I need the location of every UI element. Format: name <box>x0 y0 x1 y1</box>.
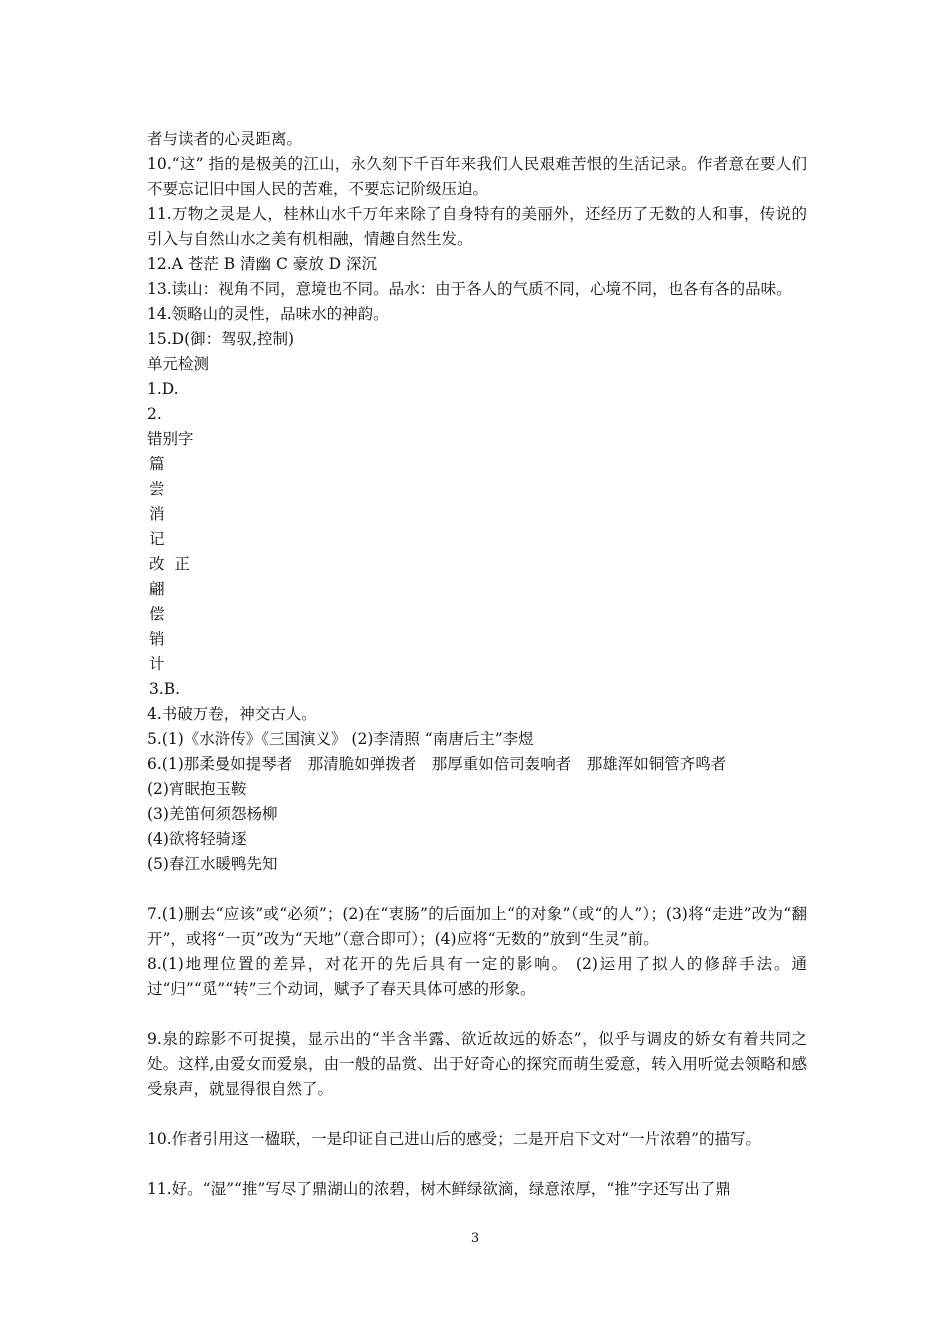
answer-12: 12.A 苍茫 B 清幽 C 豪放 D 深沉 <box>147 255 378 273</box>
unit-answer-2: 2. <box>147 405 162 423</box>
unit-answer-6-5: (5)春江水暖鸭先知 <box>147 855 278 873</box>
blank-line <box>147 877 807 902</box>
table-header-wrong-char: 错别字 <box>147 430 194 448</box>
table-cell: 偿 <box>149 605 165 623</box>
unit-answer-6-2: (2)宵眠抱玉鞍 <box>147 780 247 798</box>
table-cell: 消 <box>149 505 165 523</box>
unit-answer-8: 8.(1)地理位置的差异，对花开的先后具有一定的影响。 (2)运用了拟人的修辞手法。通过“归”“觅”“转”三个动词，赋予了春天具体可感的形象。 <box>147 955 807 998</box>
blank-line <box>147 1102 807 1127</box>
unit-answer-9: 9.泉的踪影不可捉摸，显示出的“半含半露、欲近故远的娇态”，似乎与调皮的娇女有着共同之处。这样,由爱女而爱泉，由一般的品赏、出于好奇心的探究而萌生爱意，转入用听觉去领略和感受泉声，就显得很自然了。 <box>147 1030 807 1098</box>
unit-answer-3: 3.B. <box>149 680 181 698</box>
unit-answer-1: 1.D. <box>147 380 179 398</box>
page-number: 3 <box>470 1231 480 1246</box>
blank-line <box>147 1152 807 1177</box>
table-cell: 销 <box>149 630 165 648</box>
unit-answer-5: 5.(1)《水浒传》《三国演义》 (2)李清照 “南唐后主”李煜 <box>147 730 534 748</box>
text-line: 者与读者的心灵距离。 <box>147 130 303 148</box>
table-cell: 改 <box>149 555 165 573</box>
table-cell: 正 <box>174 555 190 573</box>
unit-answer-7: 7.(1)删去“应该”或“必须”；(2)在“衷肠”的后面加上“的对象”（或“的人”）；(3)将“走进”改为“翻开”，或将“一页”改为“天地”（意合即可）；(4)应将“无数的”放到“生灵”前。 <box>147 905 807 948</box>
table-cell: 记 <box>149 530 165 548</box>
answer-13: 13.读山：视角不同，意境也不同。品水：由于各人的气质不同，心境不同，也各有各的品味。 <box>147 280 792 298</box>
table-cell: 篇 <box>149 455 165 473</box>
table-cell: 翩 <box>149 580 165 598</box>
section-heading: 单元检测 <box>147 355 210 373</box>
answer-15: 15.D(御：驾驭,控制) <box>147 330 295 348</box>
answer-11: 11.万物之灵是人，桂林山水千万年来除了自身特有的美丽外，还经历了无数的人和事，传说的引入与自然山水之美有机相融，情趣自然生发。 <box>147 205 807 248</box>
answer-14: 14.领略山的灵性，品味水的神韵。 <box>147 305 389 323</box>
table-cell: 尝 <box>149 480 165 498</box>
unit-answer-11: 11.好。“湿”“推”写尽了鼎湖山的浓碧，树木鲜绿欲滴，绿意浓厚，“推”字还写出了鼎 <box>147 1180 731 1198</box>
unit-answer-6-4: (4)欲将轻骑逐 <box>147 830 247 848</box>
answer-content <box>147 127 807 1202</box>
unit-answer-10: 10.作者引用这一楹联，一是印证自己进山后的感受；二是开启下文对“一片浓碧”的描写。 <box>147 1130 762 1148</box>
blank-line <box>147 1002 807 1027</box>
table-header-correction <box>147 552 807 577</box>
unit-answer-4: 4.书破万卷，神交古人。 <box>147 705 317 723</box>
unit-answer-6: 6.(1)那柔曼如提琴者 那清脆如弹拨者 那厚重如倍司轰响者 那雄浑如铜管齐鸣者 <box>147 755 727 773</box>
answer-10: 10.“这” 指的是极美的江山，永久刻下千百年来我们人民艰难苦恨的生活记录。作者意在要人们不要忘记旧中国人民的苦难，不要忘记阶级压迫。 <box>147 155 807 198</box>
table-cell: 计 <box>149 655 165 673</box>
unit-answer-6-3: (3)羌笛何须怨杨柳 <box>147 805 278 823</box>
